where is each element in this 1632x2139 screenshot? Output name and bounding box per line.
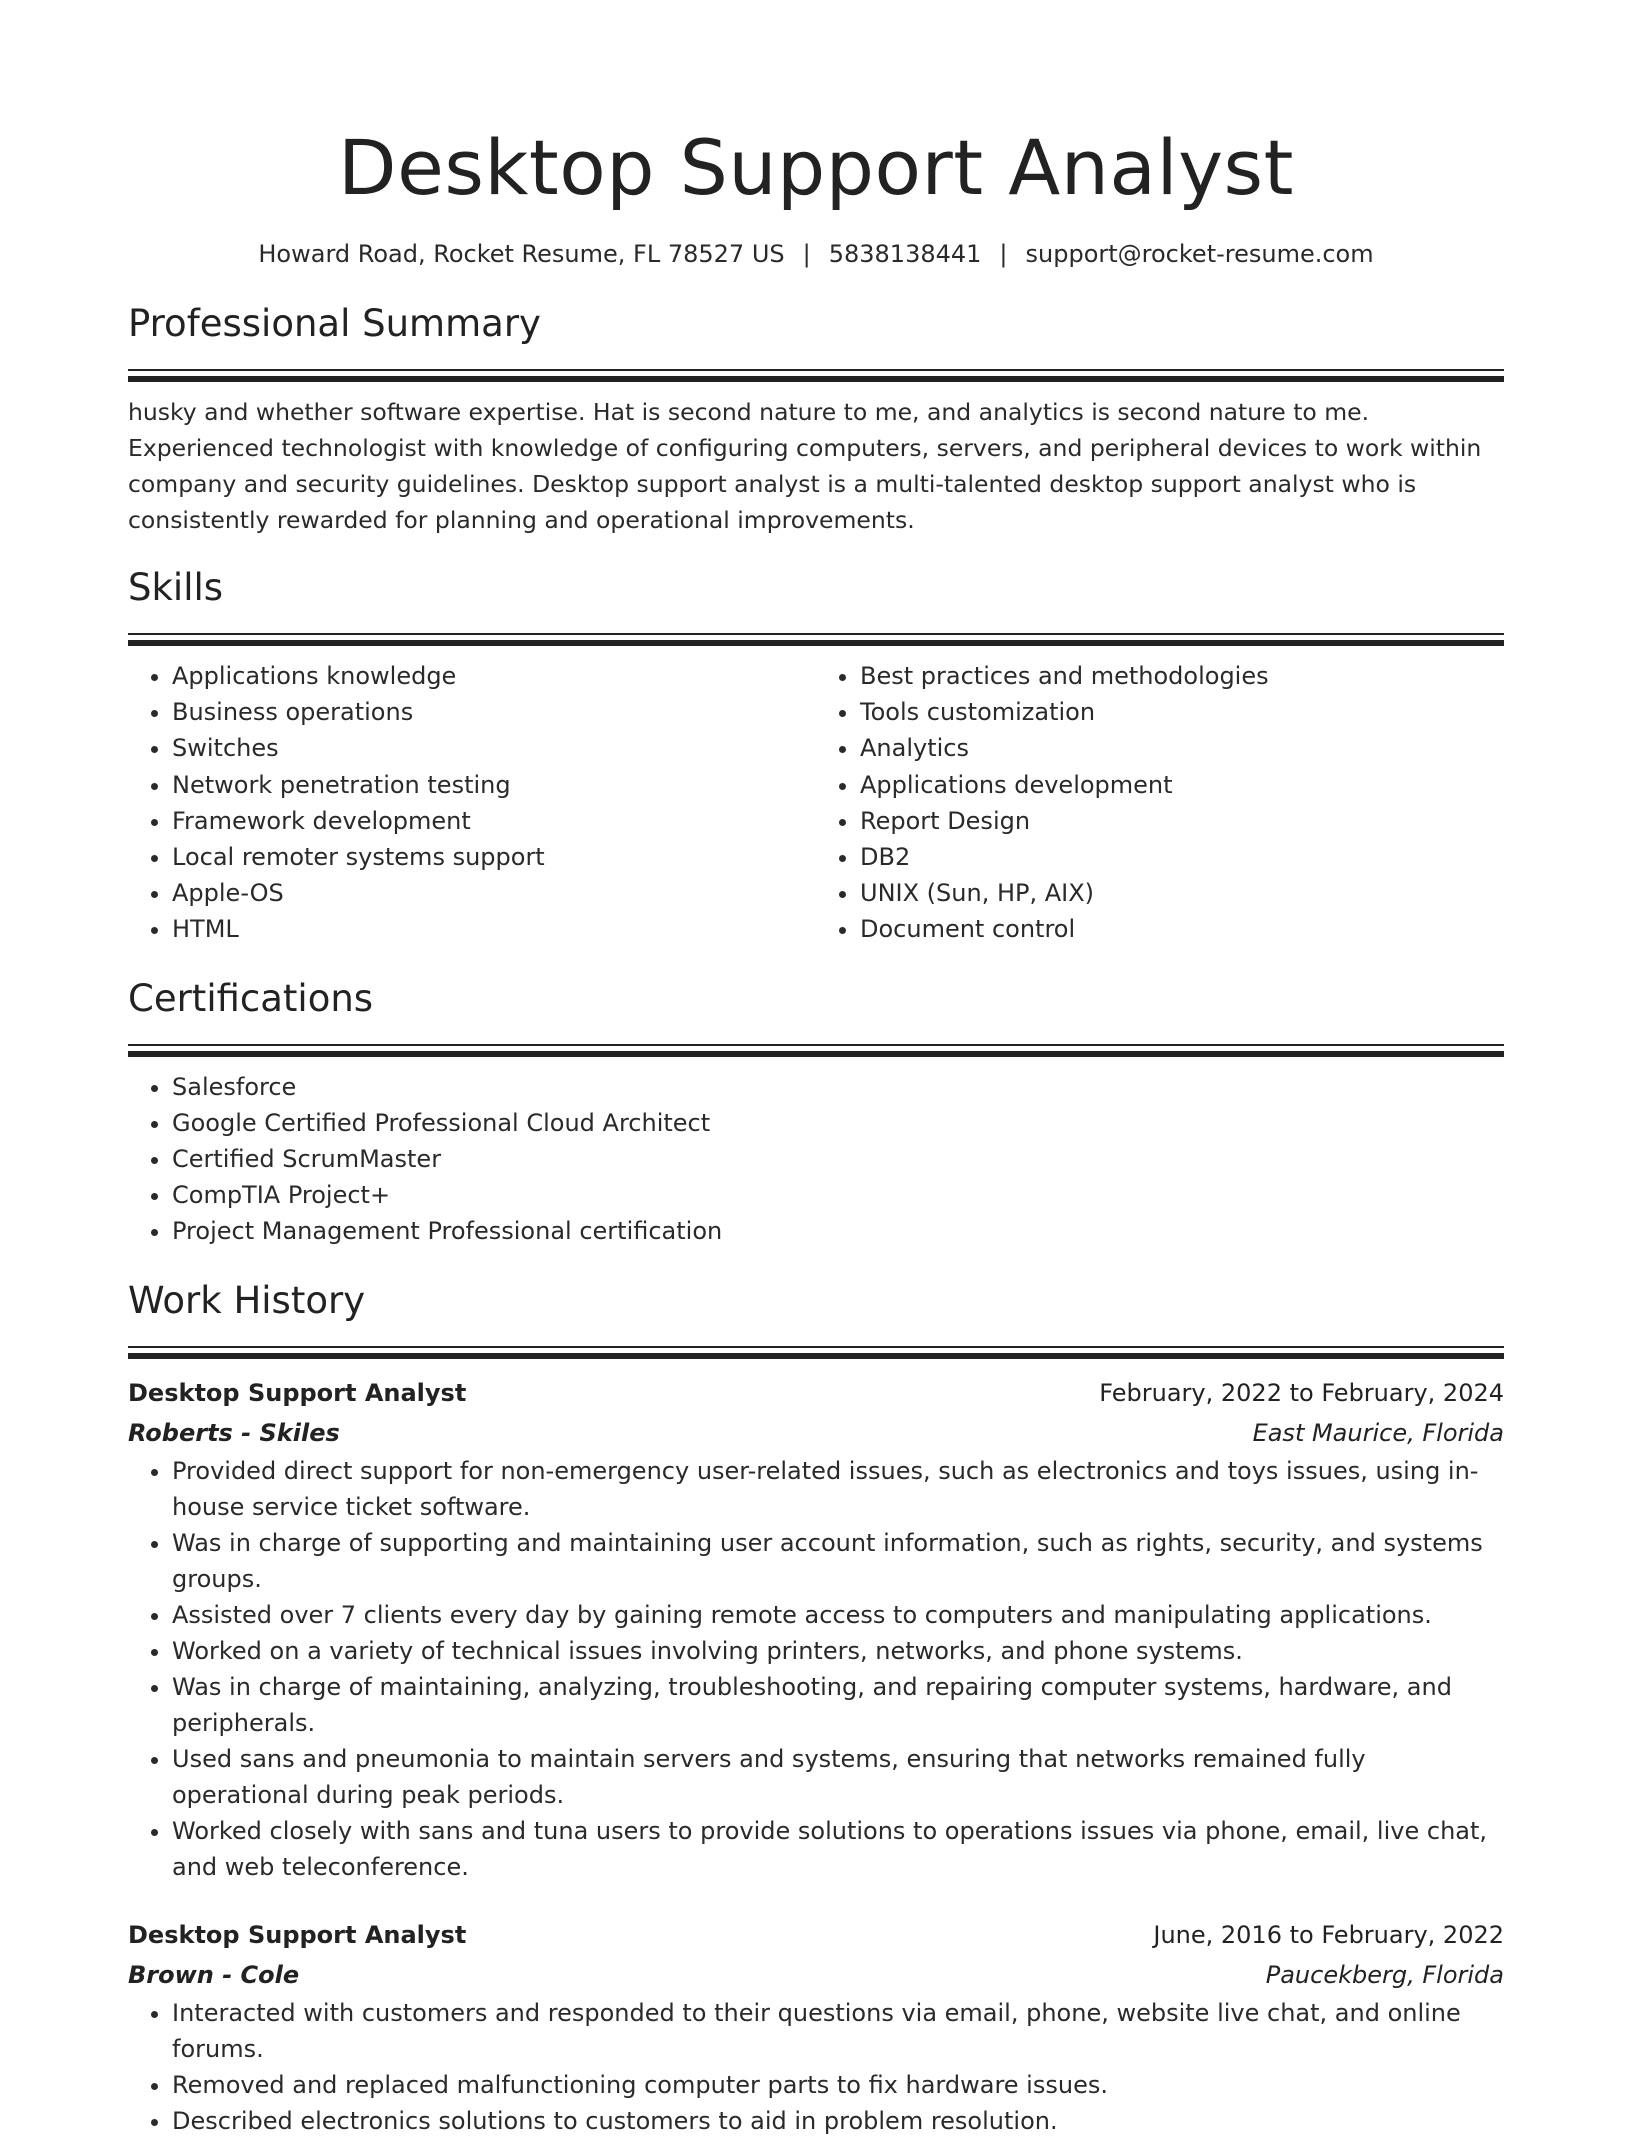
skill-item: • Applications knowledge	[172, 658, 816, 694]
contact-email: support@rocket-resume.com	[1025, 240, 1374, 268]
job-company: Brown - Cole	[128, 1960, 300, 1989]
job-entry	[128, 1373, 1504, 1885]
skill-item: • Document control	[860, 911, 1504, 947]
skill-item: • Applications development	[860, 767, 1504, 803]
certification-item: • Project Management Professional certification	[172, 1213, 1504, 1249]
section-divider	[128, 1044, 1504, 1046]
job-dates: February, 2022 to February, 2024	[1099, 1378, 1504, 1407]
section-divider	[128, 633, 1504, 635]
job-header	[128, 1915, 1504, 1955]
job-bullet: • Used sans and pneumonia to maintain servers and systems, ensuring that networks remained fully operational during peak periods.	[172, 1741, 1504, 1813]
skill-item: • DB2	[860, 839, 1504, 875]
job-subheader	[128, 1955, 1504, 1995]
skill-item: • Switches	[172, 730, 816, 766]
job-header	[128, 1373, 1504, 1413]
skills-columns	[128, 658, 1504, 948]
section-title-summary: Professional Summary	[128, 302, 541, 345]
job-bullet: • Provided direct support for non-emergency user-related issues, such as electronics and toys issues, using in-house service ticket software.	[172, 1453, 1504, 1525]
section-divider-thick	[128, 1353, 1504, 1359]
job-dates: June, 2016 to February, 2022	[1153, 1920, 1504, 1949]
job-bullet: • Interacted with customers and responded to their questions via email, phone, website live chat, and online forums.	[172, 1995, 1504, 2067]
certifications-section	[128, 974, 1504, 1250]
job-bullet: • Removed and replaced malfunctioning computer parts to fix hardware issues.	[172, 2067, 1504, 2103]
skill-item: • Best practices and methodologies	[860, 658, 1504, 694]
skills-section	[128, 563, 1504, 948]
job-bullet: • Assisted over 7 clients every day by gaining remote access to computers and manipulating applications.	[172, 1597, 1504, 1633]
contact-address: Howard Road, Rocket Resume, FL 78527 US	[258, 240, 785, 268]
section-divider-thick	[128, 640, 1504, 646]
section-title-skills: Skills	[128, 566, 224, 609]
section-divider-thick	[128, 376, 1504, 382]
section-title-work-history: Work History	[128, 1278, 366, 1322]
job-bullet: • Worked on a variety of technical issues involving printers, networks, and phone systems.	[172, 1633, 1504, 1669]
skill-item: • Tools customization	[860, 694, 1504, 730]
skills-column-right	[816, 658, 1504, 948]
skill-item: • Business operations	[172, 694, 816, 730]
section-divider	[128, 1346, 1504, 1348]
job-bullets	[128, 1453, 1504, 1885]
work-history-section	[128, 1276, 1504, 2139]
section-divider-thick	[128, 1051, 1504, 1057]
job-subheader	[128, 1413, 1504, 1453]
certification-item: • Salesforce	[172, 1069, 1504, 1105]
job-title: Desktop Support Analyst	[128, 1920, 467, 1949]
skill-item: • Report Design	[860, 803, 1504, 839]
job-title: Desktop Support Analyst	[128, 1378, 467, 1407]
contact-line	[128, 238, 1504, 270]
job-company: Roberts - Skiles	[128, 1418, 340, 1447]
resume-name: Desktop Support Analyst	[338, 123, 1294, 212]
certification-item: • Google Certified Professional Cloud Architect	[172, 1105, 1504, 1141]
job-entry	[128, 1915, 1504, 2139]
section-title-certifications: Certifications	[128, 976, 374, 1020]
contact-separator: |	[999, 240, 1008, 268]
skill-item: • HTML	[172, 911, 816, 947]
job-bullet: • Was in charge of supporting and maintaining user account information, such as rights, security, and systems groups.	[172, 1525, 1504, 1597]
job-location: Paucekberg, Florida	[1265, 1960, 1504, 1989]
skill-item: • Apple-OS	[172, 875, 816, 911]
certification-item: • Certified ScrumMaster	[172, 1141, 1504, 1177]
job-bullet: • Worked closely with sans and tuna users to provide solutions to operations issues via phone, email, live chat, and web teleconference.	[172, 1813, 1504, 1885]
contact-separator: |	[802, 240, 811, 268]
summary-section	[128, 299, 1504, 538]
resume-page	[128, 0, 1504, 2139]
job-bullet: • Described electronics solutions to customers to aid in problem resolution.	[172, 2103, 1504, 2139]
skill-item: • UNIX (Sun, HP, AIX)	[860, 875, 1504, 911]
certification-item: • CompTIA Project+	[172, 1177, 1504, 1213]
skill-item: • Network penetration testing	[172, 767, 816, 803]
job-location: East Maurice, Florida	[1252, 1418, 1504, 1447]
skill-item: • Local remoter systems support	[172, 839, 816, 875]
skill-item: • Analytics	[860, 730, 1504, 766]
contact-phone: 5838138441	[828, 240, 982, 268]
skill-item: • Framework development	[172, 803, 816, 839]
summary-text: husky and whether software expertise. Hat is second nature to me, and analytics is second nature to me. Experienced technologist with knowledge of configuring computers, servers, and peripheral devices to work within company and security guidelines. Desktop support analyst is a multi-talented desktop support analyst who is consistently rewarded for planning and operational improvements.	[128, 398, 1482, 534]
section-divider	[128, 369, 1504, 371]
job-bullets	[128, 1995, 1504, 2139]
skills-column-left	[128, 658, 816, 948]
job-bullet: • Was in charge of maintaining, analyzing, troubleshooting, and repairing computer systems, hardware, and peripherals.	[172, 1669, 1504, 1741]
